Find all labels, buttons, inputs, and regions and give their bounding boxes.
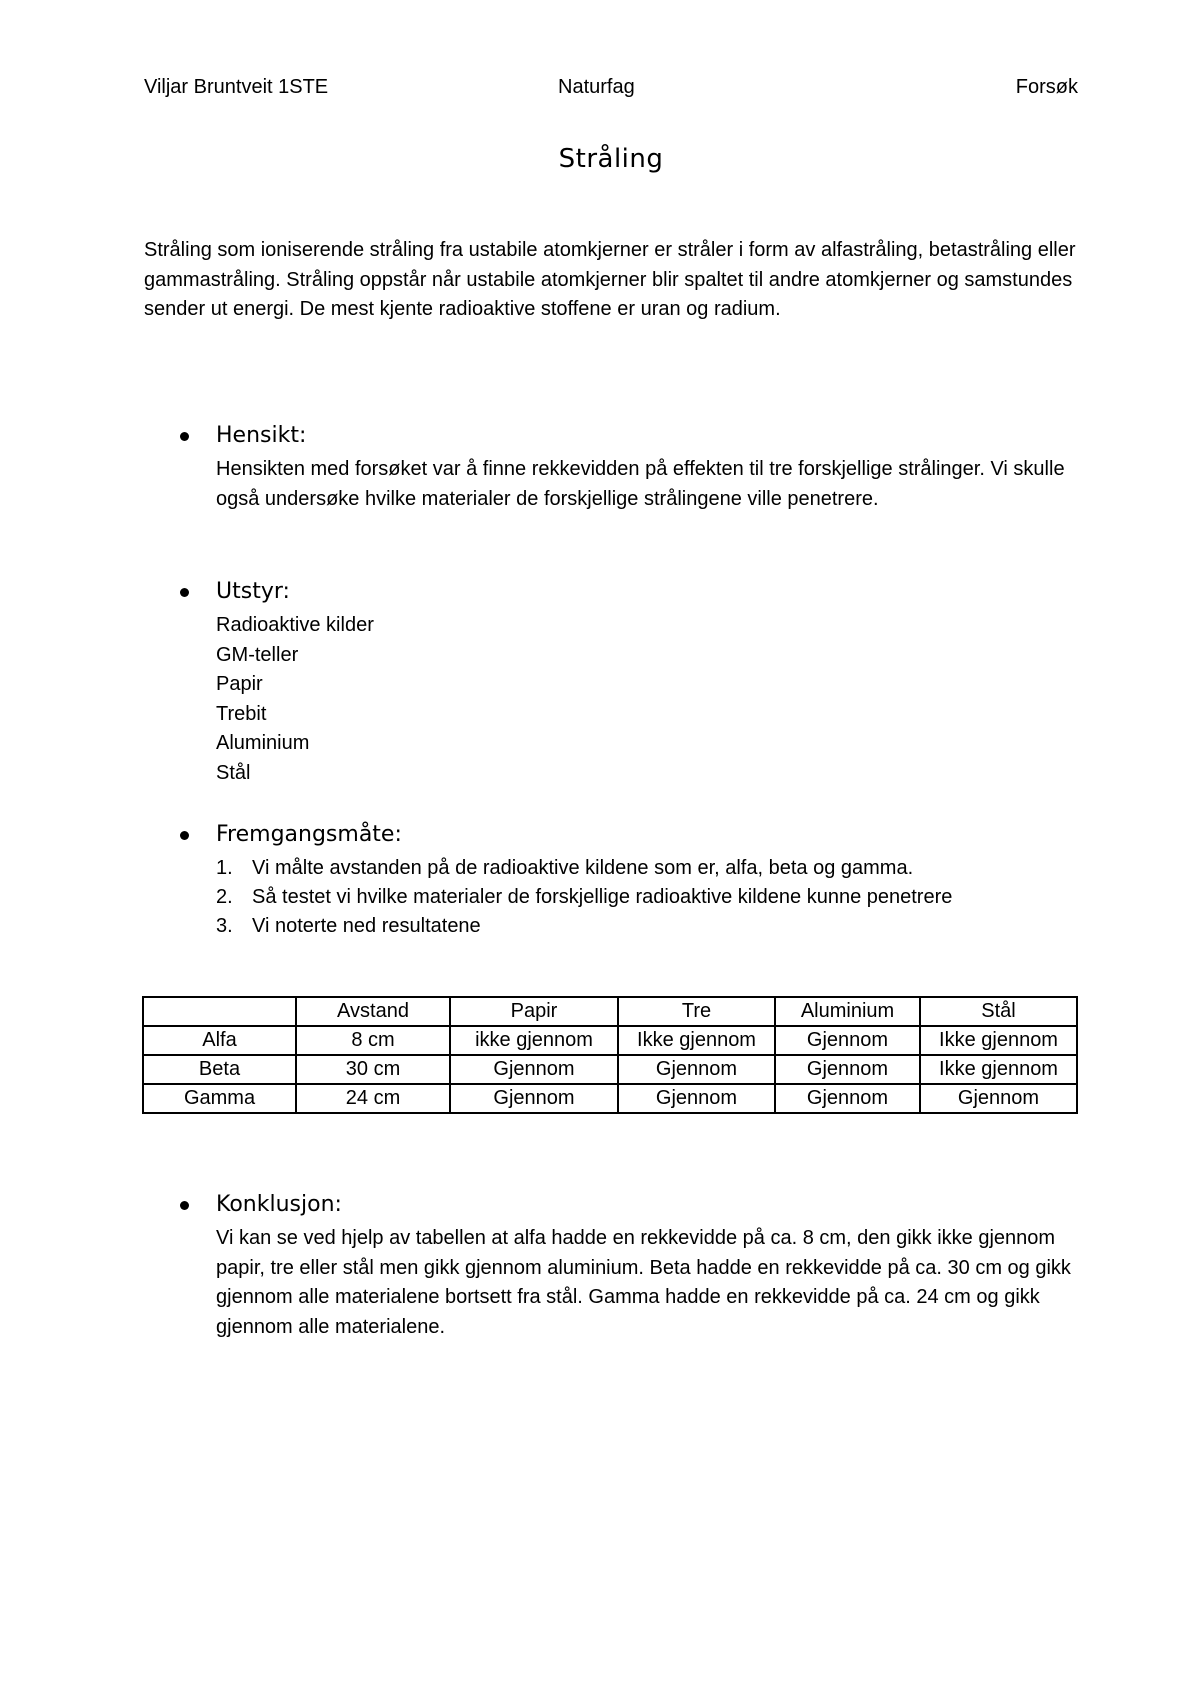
table-cell: Gjennom xyxy=(450,1055,618,1084)
intro-paragraph: Stråling som ioniserende stråling fra ustabile atomkjerner er stråler i form av alfastråling, betastråling eller gammastråling. Stråling oppstår når ustabile atomkjerner blir spaltet til andre atomkjerner og samstundes sender ut energi. De mest kjente radioaktive stoffene er uran og radium. xyxy=(144,239,1076,320)
list-item: GM-teller xyxy=(216,643,299,666)
step-text: Vi målte avstanden på de radioaktive kildene som er, alfa, beta og gamma. xyxy=(252,857,914,879)
section-heading: Hensikt: xyxy=(216,423,307,448)
list-item xyxy=(216,854,1078,883)
list-item: Trebit xyxy=(216,702,267,725)
bullet-icon xyxy=(180,831,189,840)
section-heading: Konklusjon: xyxy=(216,1192,342,1217)
column-header: Papir xyxy=(450,997,618,1026)
table-row xyxy=(143,1055,1077,1084)
step-number: 1. xyxy=(216,857,233,879)
header-author: Viljar Bruntveit 1STE xyxy=(144,76,329,98)
section-heading: Utstyr: xyxy=(216,579,290,604)
bullet-icon xyxy=(180,588,189,597)
table-row xyxy=(143,1084,1077,1113)
table-cell: 24 cm xyxy=(296,1084,450,1113)
table-cell: Gamma xyxy=(143,1084,296,1113)
step-text: Vi noterte ned resultatene xyxy=(252,915,481,937)
header-type: Forsøk xyxy=(1015,76,1078,98)
results-table xyxy=(142,996,1078,1114)
table-cell: Gjennom xyxy=(775,1026,920,1055)
list-item: Papir xyxy=(216,673,263,695)
step-text: Så testet vi hvilke materialer de forskjellige radioaktive kildene kunne penetrere xyxy=(252,886,953,908)
equipment-list-container xyxy=(216,611,1078,788)
header-subject: Naturfag xyxy=(558,76,635,98)
table-cell: Ikke gjennom xyxy=(920,1055,1077,1084)
column-header: Tre xyxy=(618,997,775,1026)
section-heading: Fremgangsmåte: xyxy=(216,822,402,847)
table-cell: 8 cm xyxy=(296,1026,450,1055)
column-header: Avstand xyxy=(296,997,450,1026)
table-cell: Alfa xyxy=(143,1026,296,1055)
steps-container xyxy=(216,854,1078,941)
bullet-icon xyxy=(180,432,189,441)
table-row xyxy=(143,1026,1077,1055)
table-cell: Gjennom xyxy=(618,1055,775,1084)
table-cell: Gjennom xyxy=(618,1084,775,1113)
column-header xyxy=(143,997,296,1026)
page-title: Stråling xyxy=(558,144,664,174)
equipment-list xyxy=(216,611,1078,788)
table-cell: Ikke gjennom xyxy=(920,1026,1077,1055)
table-cell: 30 cm xyxy=(296,1055,450,1084)
step-number: 2. xyxy=(216,886,233,908)
table-cell: Beta xyxy=(143,1055,296,1084)
step-number: 3. xyxy=(216,915,233,937)
table-cell: Ikke gjennom xyxy=(618,1026,775,1055)
steps-list xyxy=(216,854,1078,941)
list-item: Aluminium xyxy=(216,732,310,754)
list-item: Stål xyxy=(216,761,251,784)
table-cell: Gjennom xyxy=(450,1084,618,1113)
bullet-icon xyxy=(180,1201,189,1210)
list-item: Radioaktive kilder xyxy=(216,614,374,636)
table-cell: ikke gjennom xyxy=(450,1026,618,1055)
table-cell: Gjennom xyxy=(920,1084,1077,1113)
table-cell: Gjennom xyxy=(775,1055,920,1084)
list-item xyxy=(216,883,1078,912)
section-text: Hensikten med forsøket var å finne rekkevidden på effekten til tre forskjellige strålinger. Vi skulle også undersøke hvilke materialer de forskjellige strålingene ville penetrere. xyxy=(216,458,1065,510)
column-header: Stål xyxy=(920,997,1077,1026)
table-cell: Gjennom xyxy=(775,1084,920,1113)
table-header-row xyxy=(143,997,1077,1026)
list-item xyxy=(216,912,1078,941)
column-header: Aluminium xyxy=(775,997,920,1026)
page-header xyxy=(144,76,1078,102)
section-text: Vi kan se ved hjelp av tabellen at alfa hadde en rekkevidde på ca. 8 cm, den gikk ikke gjennom papir, tre eller stål men gikk gjennom aluminium. Beta hadde en rekkevidde på ca. 30 cm og gikk gjennom alle materialene bortsett fra stål. Gamma hadde en rekkevidde på ca. 24 cm og gikk gjennom alle materialene. xyxy=(216,1227,1071,1338)
